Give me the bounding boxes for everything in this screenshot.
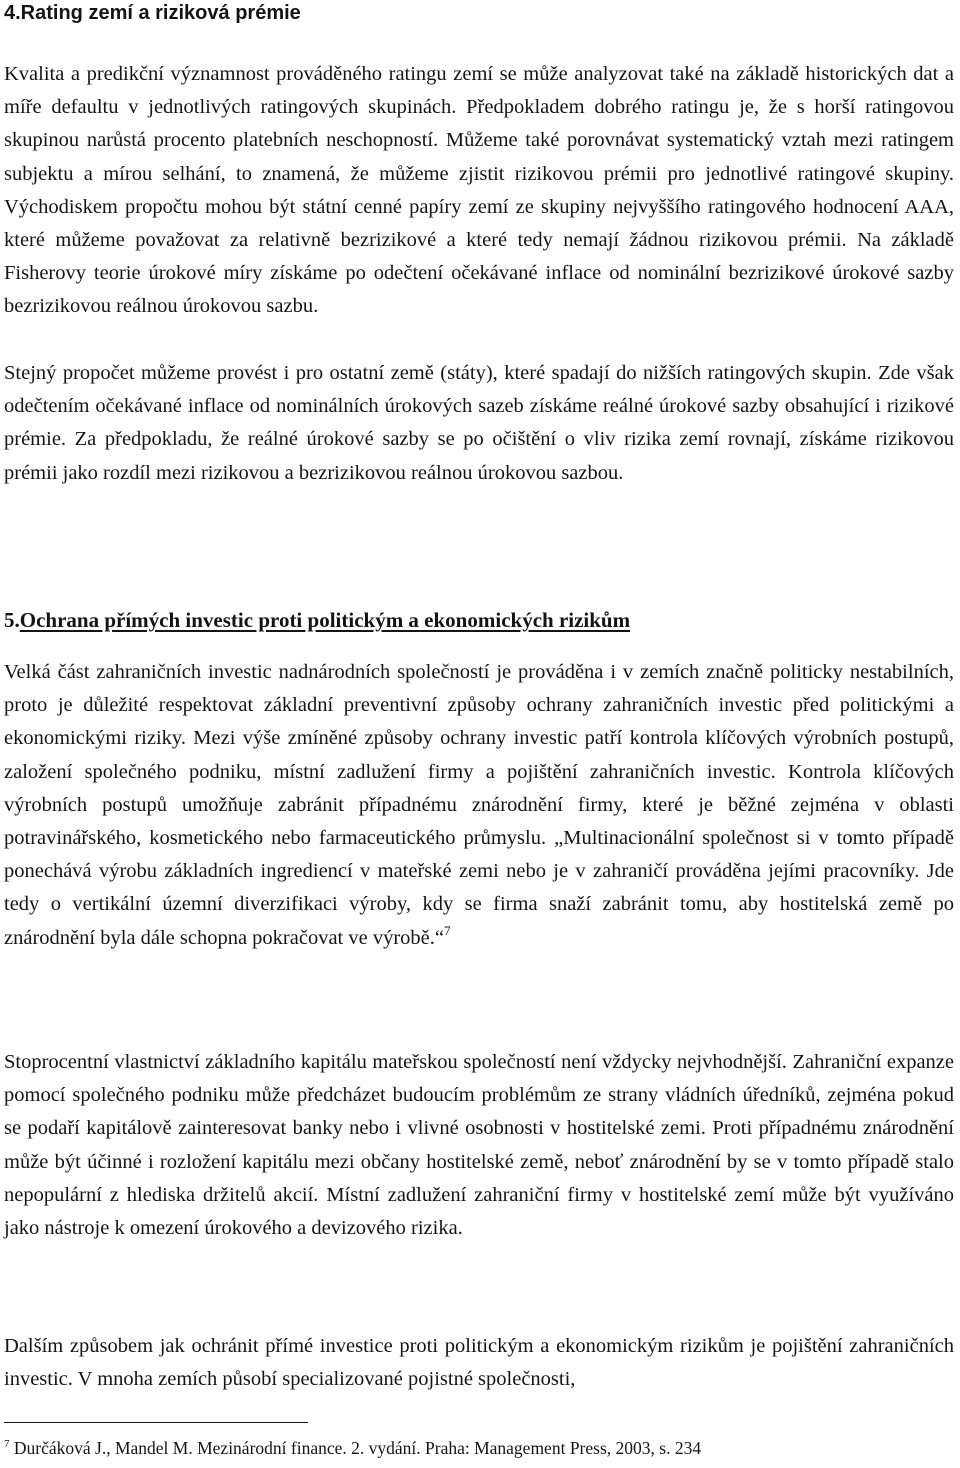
footnote-reference: 7 xyxy=(444,922,451,938)
footnote-divider xyxy=(4,1422,308,1423)
section-5-paragraph-1-text: Velká část zahraničních investic nadnárodních společností je prováděna i v zemích značně politicky nestabilních, proto je důležité respektovat základní preventivní způsoby ochrany zahraničních investic před politickými a ekonomickými riziky. Mezi výše zmíněné způsoby ochrany investic patří kontrola klíčových výrobních postupů, založení společného podniku, místní zadlužení firmy a pojištění zahraničních investic. Kontrola klíčových výrobních postupů umožňuje zabránit případnému znárodnění firmy, které je běžné zejména v oblasti potravinářského, kosmetického nebo farmaceutického průmyslu. „Multinacionální společnost si v tomto případě ponechává výrobu základních ingrediencí v mateřské zemi nebo je v zahraničí prováděna jejími pracovníky. Jde tedy o vertikální územní diverzifikaci výroby, kdy se firma snaží zabránit tomu, aby hostitelská země po znárodnění byla dále schopna pokračovat ve výrobě.“ xyxy=(4,661,954,949)
section-5-number: 5. xyxy=(4,608,20,632)
section-4-paragraph-2: Stejný propočet můžeme provést i pro ostatní země (státy), které spadají do nižších ratingových skupin. Zde však odečtením očekávané inflace od nominálních úrokových sazeb získáme reálné úrokové sazby obsahující i rizikové prémie. Za předpokladu, že reálné úrokové sazby se po očištění o vliv rizika zemí rovnají, získáme rizikovou prémii jako rozdíl mezi rizikovou a bezrizikovou reálnou úrokovou sazbou. xyxy=(4,362,954,484)
section-5-heading xyxy=(4,605,630,635)
section-5-paragraph-1 xyxy=(4,656,954,955)
footnote-number: 7 xyxy=(4,1438,10,1450)
section-4-paragraph-1: Kvalita a predikční významnost prováděného ratingu zemí se může analyzovat také na základě historických dat a míře defaultu v jednotlivých ratingových skupinách. Předpokladem dobrého ratingu je, že s horší ratingovou skupinou narůstá procento platebních neschopností. Můžeme také porovnávat systematický vztah mezi ratingem subjektu a mírou selhání, to znamená, že můžeme zjistit rizikovou prémii pro jednotlivé ratingové skupiny. Východiskem propočtu mohou být státní cenné papíry zemí ze skupiny nejvyššího ratingového hodnocení AAA, které můžeme považovat za relativně bezrizikové a které tedy nemají žádnou rizikovou prémii. Na základě Fisherovy teorie úrokové míry získáme po odečtení očekávané inflace od nominální bezrizikové úrokové sazby bezrizikovou reálnou úrokovou sazbu. xyxy=(4,63,954,318)
section-5-paragraph-3: Dalším způsobem jak ochránit přímé investice proti politickým a ekonomickým rizikům je pojištění zahraničních investic. V mnoha zemích působí specializované pojistné společnosti, xyxy=(4,1335,954,1391)
footnote-text: Durčáková J., Mandel M. Mezinárodní finance. 2. vydání. Praha: Management Press, 2003, s. 234 xyxy=(9,1438,702,1458)
footnote xyxy=(4,1436,954,1460)
section-5-title: Ochrana přímých investic proti politickým a ekonomických rizikům xyxy=(19,608,631,632)
section-4-heading: 4.Rating zemí a riziková prémie xyxy=(4,2,301,24)
section-5-paragraph-2: Stoprocentní vlastnictví základního kapitálu mateřskou společností není vždycky nejvhodnější. Zahraniční expanze pomocí společného podniku může předcházet budoucím problémům ze strany vládních úředníků, zejména pokud se podaří kapitálově zainteresovat banky nebo i vlivné osobnosti v hostitelské zemi. Proti případnému znárodnění může být účinné i rozložení kapitálu mezi občany hostitelské země, neboť znárodnění by se v tomto případě stalo nepopulární z hlediska držitelů akcií. Místní zadlužení zahraniční firmy v hostitelské zemí může být využíváno jako nástroje k omezení úrokového a devizového rizika. xyxy=(4,1051,954,1240)
